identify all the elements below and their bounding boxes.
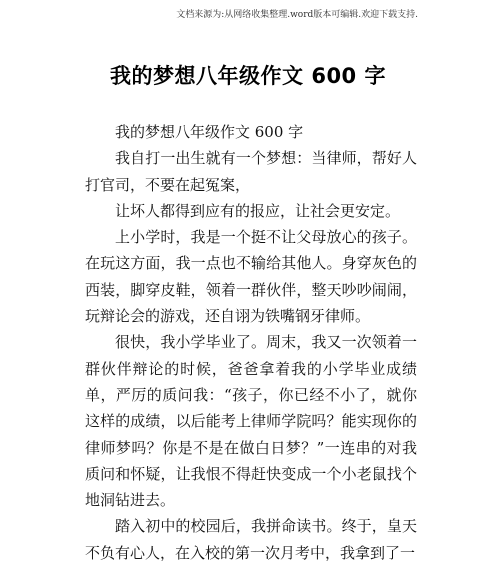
- paragraph-subtitle: 我的梦想八年级作文 600 字: [115, 123, 304, 141]
- document-title: 我的梦想八年级作文 600 字: [110, 64, 386, 88]
- paragraph: 很快，我小学毕业了。周末，我又一次领着一群伙伴辩论的时候，爸爸拿着我的小学毕业成绩单，严厉的质问我：“孩子，你已经不小了，就你这样的成绩，以后能考上律师学院吗？能实现你的律师梦吗？你是不是在做白日梦？”一连串的对我质问和怀疑，让我恨不得赶快变成一个小老鼠找个地洞钻进去。: [85, 333, 417, 510]
- paragraph: 我自打一出生就有一个梦想：当律师，帮好人打官司，不要在起冤案，: [85, 149, 417, 194]
- document-body: [85, 119, 417, 561]
- paragraph: 踏入初中的校园后，我拼命读书。终于，皇天不负有心人，在入校的第一次月考中，我拿到了一: [85, 517, 417, 561]
- paragraph: 让坏人都得到应有的报应，让社会更安定。: [115, 201, 401, 220]
- source-note: 文档来源为:从网络收集整理.word版本可编辑.欢迎下载支持.: [176, 10, 418, 20]
- paragraph: 上小学时，我是一个挺不让父母放心的孩子。在玩这方面，我一点也不输给其他人。身穿灰色的西装，脚穿皮鞋，领着一群伙伴，整天吵吵闹闹，玩辩论会的游戏，还自诩为铁嘴钢牙律师。: [85, 228, 417, 326]
